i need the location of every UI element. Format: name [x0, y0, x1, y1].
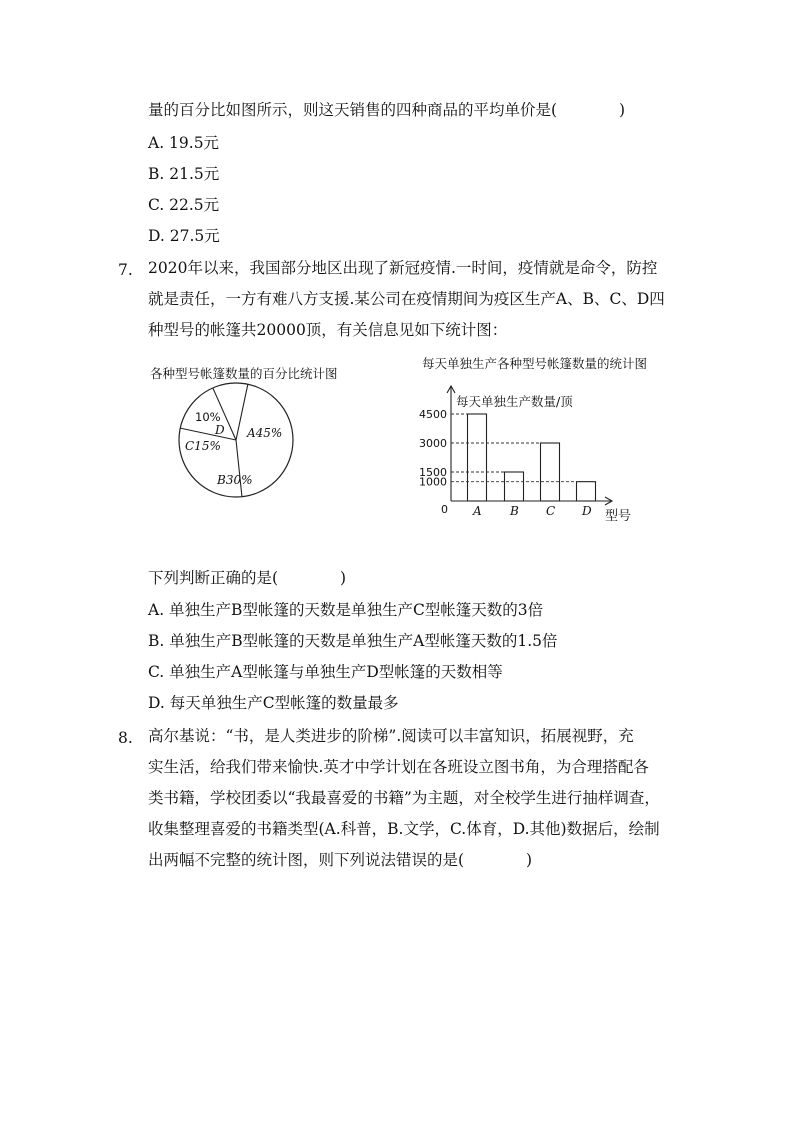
q7-option-b: B. 单独生产B型帐篷的天数是单独生产A型帐篷天数的1.5倍 [148, 632, 558, 650]
q6-option-c: C. 22.5元 [148, 196, 220, 214]
bar-chart-title: 每天单独生产各种型号帐篷数量的统计图 [422, 356, 648, 371]
pie-chart [140, 360, 340, 520]
bar-chart-xlabel: 型号 [605, 509, 632, 522]
q7-number: 7. [118, 261, 133, 279]
pie-label-a: A45% [247, 426, 283, 440]
q8-stem-line-2: 实生活，给我们带来愉快.英才中学计划在各班设立图书角，为合理搭配各 [148, 758, 649, 776]
bar-category-label-c: C [546, 504, 556, 518]
bar-a [468, 414, 487, 501]
pie-label-d-letter: D [215, 423, 225, 437]
q8-stem-line-3: 类书籍，学校团委以“我最喜爱的书籍”为主题，对全校学生进行抽样调查， [148, 789, 660, 807]
q7-prompt: 下列判断正确的是( ) [148, 569, 347, 587]
bar-b [505, 472, 524, 501]
bar-y-tick-4500: 4500 [419, 408, 447, 421]
bar-y-tick-1500: 1500 [419, 466, 447, 479]
q8-stem-line-4: 收集整理喜爱的书籍类型(A.科普，B.文学，C.体育，D.其他)数据后，绘制 [148, 820, 660, 838]
pie-label-c: C15% [185, 439, 221, 453]
bar-category-label-b: B [510, 504, 519, 518]
q7-option-d: D. 每天单独生产C型帐篷的数量最多 [148, 694, 399, 712]
q8-number: 8. [118, 729, 133, 747]
pie-chart-title: 各种型号帐篷数量的百分比统计图 [150, 366, 338, 381]
bar-c [541, 443, 560, 501]
pie-slice-boundary-b [236, 440, 242, 497]
bar-y-tick-1000: 1000 [419, 475, 447, 489]
bar-category-label-a: A [473, 504, 482, 518]
q7-stem-line-2: 就是责任，一方有难八方支援.某公司在疫情期间为疫区生产A、B、C、D四 [148, 290, 665, 308]
q7-stem-line-3: 种型号的帐篷共20000顶，有关信息见如下统计图： [148, 321, 508, 339]
pie-label-d-percent: 10% [195, 410, 221, 424]
bar-chart-ylabel: 每天单独生产数量/顶 [456, 394, 573, 409]
bar-y-tick-3000: 3000 [419, 437, 447, 450]
q7-stem-line-1: 2020年以来，我国部分地区出现了新冠疫情.一时间，疫情就是命令，防控 [148, 259, 658, 277]
bar-category-label-d: D [582, 504, 592, 518]
q7-option-c: C. 单独生产A型帐篷与单独生产D型帐篷的天数相等 [148, 663, 503, 681]
q6-option-d: D. 27.5元 [148, 227, 220, 245]
q6-option-a: A. 19.5元 [148, 134, 220, 152]
q7-option-a: A. 单独生产B型帐篷的天数是单独生产C型帐篷天数的3倍 [148, 601, 544, 619]
pie-label-b: B30% [217, 473, 253, 487]
bar-chart [412, 352, 677, 522]
q6-option-b: B. 21.5元 [148, 165, 220, 183]
bar-chart-origin: 0 [441, 503, 448, 516]
q8-stem-line-1: 高尔基说：“书，是人类进步的阶梯”.阅读可以丰富知识，拓展视野，充 [148, 727, 634, 745]
q6-stem-tail: 量的百分比如图所示，则这天销售的四种商品的平均单价是( ) [148, 101, 626, 119]
bar-d [577, 482, 596, 501]
q8-stem-line-5: 出两幅不完整的统计图，则下列说法错误的是( ) [148, 851, 533, 869]
